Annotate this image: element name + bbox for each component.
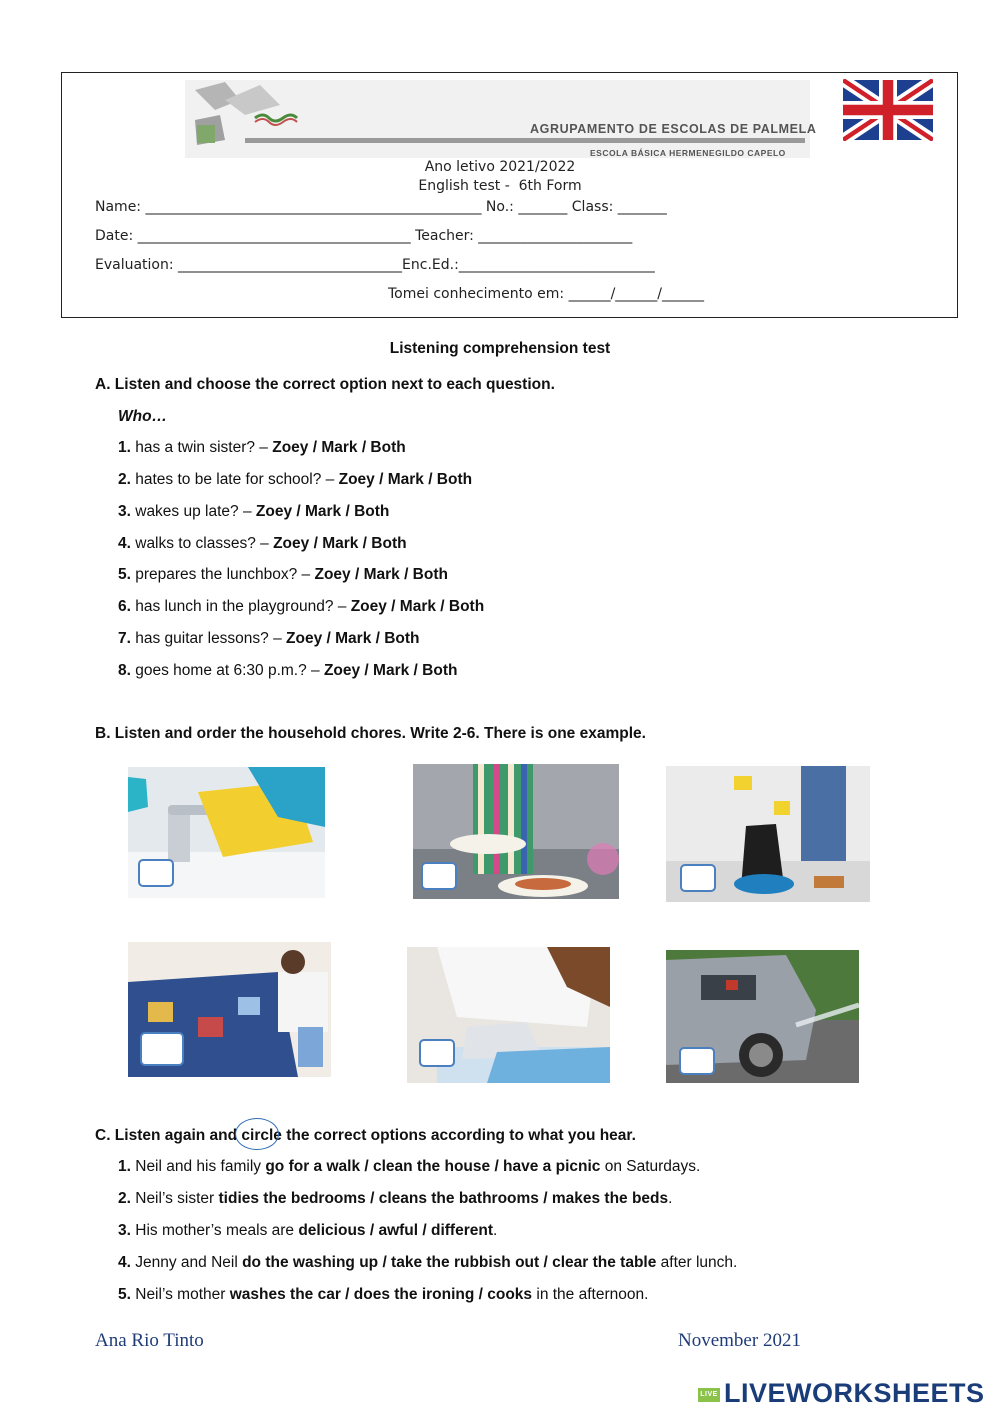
order-answer-box[interactable] (421, 862, 457, 890)
chore-photo-rubbish-out (666, 766, 870, 902)
circle-word: circle (241, 1127, 282, 1144)
test-title: English test - 6th Form (418, 178, 582, 194)
order-answer-box[interactable] (679, 1047, 715, 1075)
date-line[interactable]: Date: _______________________________________ Teacher: ______________________ (95, 228, 633, 244)
chore-photo-serving-food (413, 764, 619, 899)
question-item[interactable]: 6. has lunch in the playground? – Zoey / Mark / Both (118, 598, 485, 615)
acknowledgement-line[interactable]: Tomei conhecimento em: ______/______/______ (388, 286, 705, 302)
chore-photo-washing-car (666, 950, 859, 1083)
evaluation-line[interactable]: Evaluation: ________________________________Enc.Ed.:____________________________ (95, 257, 655, 273)
circle-item[interactable]: 4. Jenny and Neil do the washing up / take the rubbish out / clear the table after lunch. (118, 1254, 738, 1271)
question-item[interactable]: 4. walks to classes? – Zoey / Mark / Both (118, 535, 407, 552)
footer-date: November 2021 (678, 1330, 801, 1351)
school-year: Ano letivo 2021/2022 (424, 159, 576, 175)
section-b-heading: B. Listen and order the household chores. Write 2-6. There is one example. (95, 725, 646, 742)
school-name: AGRUPAMENTO DE ESCOLAS DE PALMELA (530, 122, 817, 136)
logo-divider (245, 138, 805, 143)
chore-photo-cleaning-sink (128, 767, 325, 898)
school-logo (185, 80, 810, 158)
name-line[interactable]: Name: ________________________________________________ No.: _______ Class: _______ (95, 199, 667, 215)
chore-photo-making-bed (128, 942, 331, 1077)
question-item[interactable]: 2. hates to be late for school? – Zoey / Mark / Both (118, 471, 473, 488)
question-item[interactable]: 3. wakes up late? – Zoey / Mark / Both (118, 503, 390, 520)
chore-photo-ironing (407, 947, 610, 1083)
footer-author: Ana Rio Tinto (95, 1330, 204, 1351)
order-answer-box[interactable] (680, 864, 716, 892)
question-item[interactable]: 7. has guitar lessons? – Zoey / Mark / Both (118, 630, 420, 647)
circle-item[interactable]: 2. Neil’s sister tidies the bedrooms / cleans the bathrooms / makes the beds. (118, 1190, 673, 1207)
question-item[interactable]: 1. has a twin sister? – Zoey / Mark / Both (118, 439, 406, 456)
circle-mark-icon (235, 1118, 279, 1150)
question-item[interactable]: 5. prepares the lunchbox? – Zoey / Mark / Both (118, 566, 448, 583)
section-a-heading: A. Listen and choose the correct option next to each question. (95, 376, 555, 393)
circle-item[interactable]: 1. Neil and his family go for a walk / clean the house / have a picnic on Saturdays. (118, 1158, 701, 1175)
order-answer-box[interactable] (419, 1039, 455, 1067)
section-c-heading: C. Listen again and circle the correct options according to what you hear. (95, 1127, 636, 1144)
liveworksheets-logo[interactable]: LIVE LIVEWORKSHEETS (698, 1378, 985, 1409)
section-a-who: Who… (118, 408, 168, 425)
order-answer-box[interactable] (140, 1032, 184, 1066)
circle-item[interactable]: 3. His mother’s meals are delicious / awful / different. (118, 1222, 498, 1239)
uk-flag-icon (843, 79, 933, 141)
school-subtitle: ESCOLA BÁSICA HERMENEGILDO CAPELO (590, 148, 786, 158)
liveworksheets-badge-icon: LIVE (698, 1388, 720, 1402)
school-emblem-icon (185, 80, 305, 158)
circle-item[interactable]: 5. Neil’s mother washes the car / does the ironing / cooks in the afternoon. (118, 1286, 649, 1303)
order-answer-box[interactable] (138, 859, 174, 887)
page-title: Listening comprehension test (389, 340, 611, 357)
question-item[interactable]: 8. goes home at 6:30 p.m.? – Zoey / Mark / Both (118, 662, 458, 679)
